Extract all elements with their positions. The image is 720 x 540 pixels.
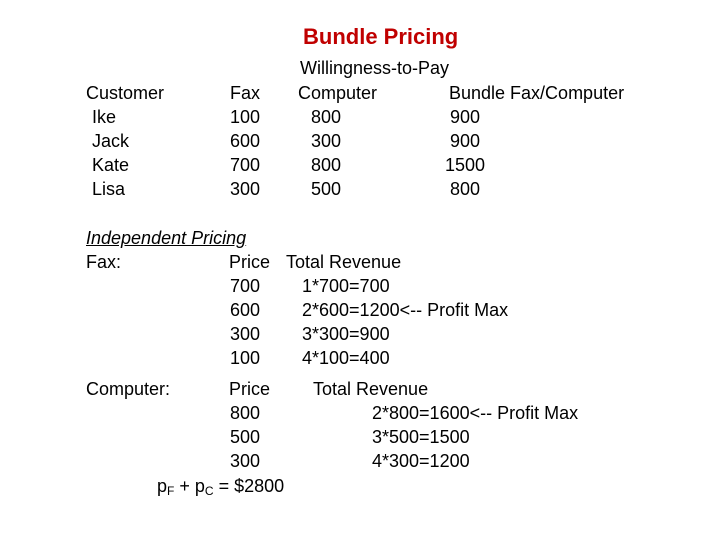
page-title: Bundle Pricing [303, 24, 459, 49]
formula-total: = $2800 [213, 476, 285, 496]
fax-revenue: 4*100=400 [302, 348, 390, 368]
cell-customer: Lisa [92, 179, 126, 199]
independent-pricing-heading: Independent Pricing [86, 228, 247, 248]
fax-price: 100 [230, 348, 261, 368]
computer-label: Computer: [86, 379, 171, 399]
fax-revenue: 3*300=900 [302, 324, 390, 344]
fax-price: 600 [230, 300, 261, 320]
cell-customer: Kate [92, 155, 130, 175]
cell-fax: 100 [230, 107, 261, 127]
cell-fax: 700 [230, 155, 261, 175]
fax-revenue: 2*600=1200<-- Profit Max [302, 300, 509, 320]
computer-revenue: 4*300=1200 [372, 451, 470, 471]
header-customer: Customer [86, 83, 165, 103]
computer-price-header: Price [229, 379, 271, 399]
computer-price: 800 [230, 403, 261, 423]
computer-revenue: 3*500=1500 [372, 427, 470, 447]
cell-bundle: 800 [450, 179, 481, 199]
header-bundle: Bundle Fax/Computer [449, 83, 625, 103]
cell-computer: 300 [311, 131, 342, 151]
cell-bundle: 1500 [445, 155, 486, 175]
cell-computer: 500 [311, 179, 342, 199]
cell-customer: Jack [92, 131, 130, 151]
cell-computer: 800 [311, 107, 342, 127]
formula-plus: + p [174, 476, 205, 496]
fax-price: 300 [230, 324, 261, 344]
cell-customer: Ike [92, 107, 117, 127]
fax-label: Fax: [86, 252, 122, 272]
cell-computer: 800 [311, 155, 342, 175]
header-fax: Fax [230, 83, 261, 103]
total-formula [157, 475, 284, 502]
computer-revenue: 2*800=1600<-- Profit Max [372, 403, 579, 423]
computer-price: 500 [230, 427, 261, 447]
cell-fax: 600 [230, 131, 261, 151]
fax-revenue-header: Total Revenue [286, 252, 402, 272]
cell-bundle: 900 [450, 131, 481, 151]
fax-price-header: Price [229, 252, 271, 272]
wtp-label: Willingness-to-Pay [300, 58, 450, 78]
formula-sub-f: F [167, 484, 175, 498]
cell-fax: 300 [230, 179, 261, 199]
computer-revenue-header: Total Revenue [313, 379, 429, 399]
header-computer: Computer [298, 83, 378, 103]
cell-bundle: 900 [450, 107, 481, 127]
fax-revenue: 1*700=700 [302, 276, 390, 296]
formula-sub-c: C [204, 484, 214, 498]
fax-price: 700 [230, 276, 261, 296]
computer-price: 300 [230, 451, 261, 471]
formula-p: p [157, 476, 168, 496]
